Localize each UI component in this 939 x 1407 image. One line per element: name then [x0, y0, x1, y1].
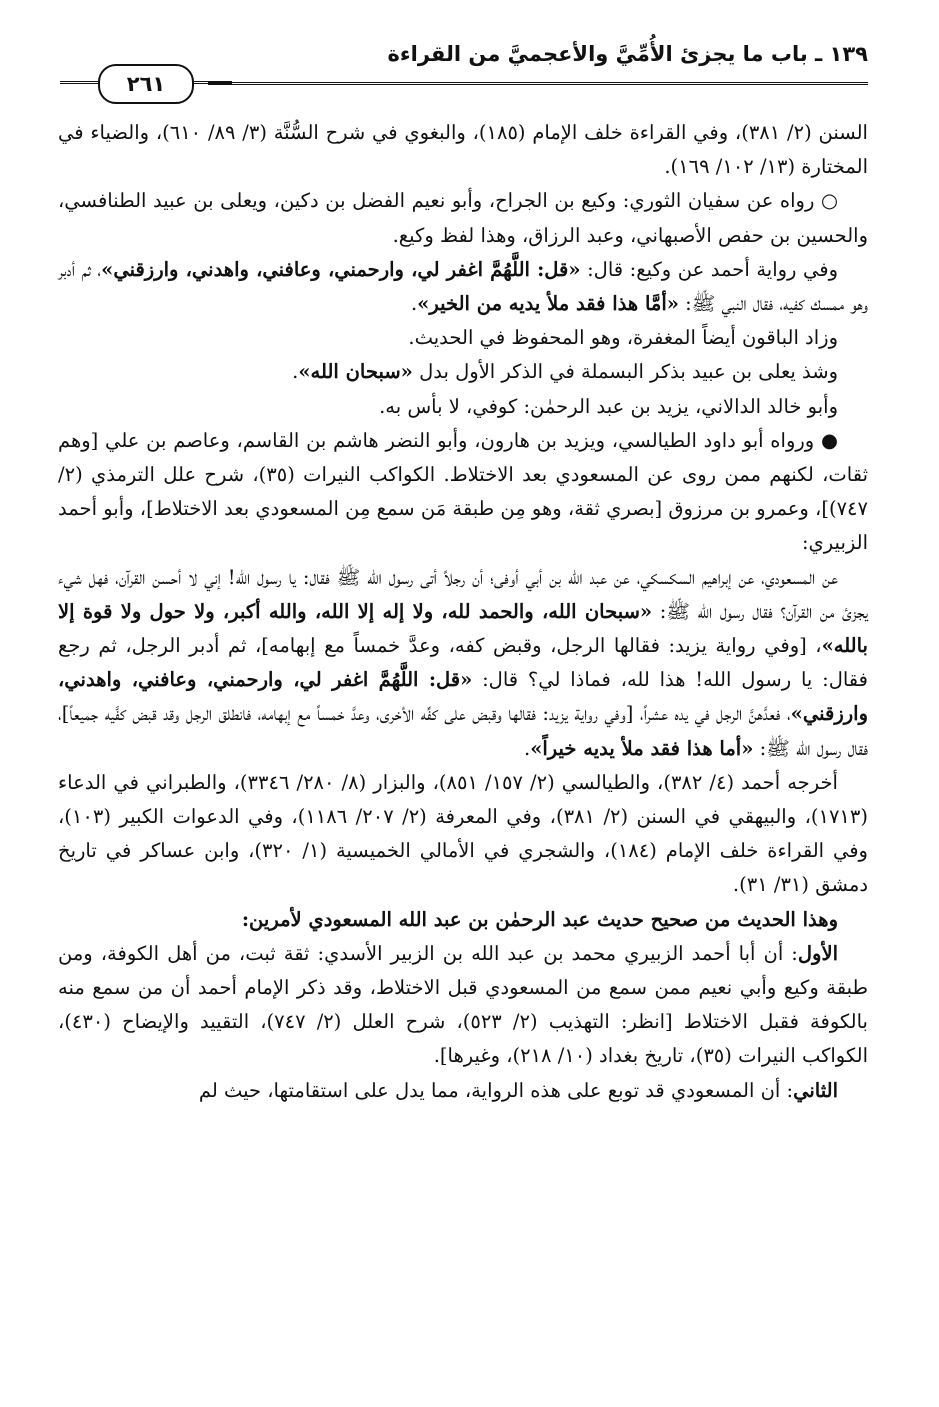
text-run: ، ثم أدبر وهو ممسك كفيه، فقال النبي ﷺ: [58, 257, 868, 316]
page-number: ٢٦١ [126, 72, 166, 96]
paragraph [58, 1074, 868, 1108]
text-run: السنن (٢/ ٣٨١)، وفي القراءة خلف الإمام (١٨٥)، والبغوي في شرح السُّنَّة (٣/ ٨٩/ ٦١٠)، والضياء في المختارة (١٣/ ١٠٢/ ١٦٩). [58, 121, 868, 179]
bold-text: «قل: اللَّهُمَّ اغفر لي، وارحمني، وعافني، واهدني، وارزقني» [101, 257, 581, 281]
bold-text: «قل: اللَّهُمَّ اغفر لي، وارحمني، وعافني، واهدني، وارزقني» [58, 668, 868, 726]
text-run: وزاد الباقون أيضاً المغفرة، وهو المحفوظ في الحديث. [408, 326, 838, 350]
paragraph [58, 424, 868, 561]
body-text [58, 116, 868, 1108]
paragraph [58, 937, 868, 1074]
bold-text: الأول [797, 941, 838, 965]
text-run: عن المسعودي، عن إبراهيم السكسكي، عن عبد الله بن أبي أوفى؛ أن رجلاً أتى رسول الله ﷺ فقال: يا رسول الله! إني لا أحسن القرآن، فهل شيء يجزئ من القرآن؟ فقال رسول الله ﷺ: [58, 565, 868, 623]
paragraph [58, 116, 868, 184]
text-run: ، فعدَّهنَّ الرجل في يده عشراً، [وفي رواية يزيد: فقالها وقبض على كفِّه الأخرى، وعدَّ خمساً مع إبهامه، فانطلق الرجل وقد قبض كفَّيه جميعاً]، فقال رسول الله ﷺ: [58, 702, 868, 760]
text-run: ، [وفي رواية يزيد: فقالها الرجل، وقبض كفه، وعدَّ خمساً مع إبهامه]، ثم أدبر الرجل، ثم رجع فقال: يا رسول الله! هذا لله، فماذا لي؟ قال: [58, 634, 868, 692]
text-run: : أن أبا أحمد الزبيري محمد بن عبد الله بن الزبير الأسدي: ثقة ثبت، من أهل الكوفة، ومن طبقة وكيع وأبي نعيم ممن سمع من المسعودي قبل الاختلاط، وقد ذكر الإمام أحمد أن من سمع منه بالكوفة فقبل الاختلاط [انظر: التهذيب (٢/ ٥٢٣)، شرح العلل (٢/ ٧٤٧)، التقييد والإيضاح (٤٣٠)، الكواكب النيرات (٣٥)، تاريخ بغداد (١٠/ ٢١٨)، وغيرها]. [58, 941, 868, 1068]
paragraph [58, 184, 868, 252]
bold-text: الثاني [793, 1078, 838, 1102]
page-header [58, 30, 868, 96]
paragraph [58, 321, 868, 355]
bold-text: «سبحان الله» [298, 360, 413, 384]
text-run: : أن المسعودي قد توبع على هذه الرواية، مما يدل على استقامتها، حيث لم [198, 1078, 794, 1102]
text-run: وأبو خالد الدالاني، يزيد بن عبد الرحمٰن: كوفي، لا بأس به. [379, 394, 838, 418]
text-run: وفي رواية أحمد عن وكيع: قال: [580, 257, 838, 281]
book-page [58, 30, 868, 1108]
paragraph [58, 355, 868, 389]
bold-text: وهذا الحديث من صحيح حديث عبد الرحمٰن بن عبد الله المسعودي لأمرين: [241, 907, 838, 931]
paragraph [58, 390, 868, 424]
text-run: . [410, 292, 418, 316]
bold-text: «أما هذا فقد ملأ يديه خيراً» [530, 736, 754, 760]
paragraph [58, 253, 868, 321]
page-number-frame [98, 64, 194, 104]
bold-text: «أمَّا هذا فقد ملأ يديه من الخير» [417, 292, 679, 316]
text-run: . [292, 360, 299, 384]
paragraph [58, 561, 868, 766]
bold-text: «سبحان الله، والحمد لله، ولا إله إلا الله، والله أكبر، ولا حول ولا قوة إلا بالله» [58, 599, 868, 658]
paragraph [58, 766, 868, 903]
text-run: وشذ يعلى بن عبيد بذكر البسملة في الذكر الأول بدل [412, 360, 838, 384]
chapter-title: ١٣٩ ـ باب ما يجزئ الأُمِّيَّ والأعجميَّ من القراءة [387, 42, 868, 66]
text-run: . [523, 736, 531, 760]
paragraph [58, 903, 868, 937]
text-run: ○ رواه عن سفيان الثوري: وكيع بن الجراح، وأبو نعيم الفضل بن دكين، ويعلى بن عبيد الطنافسي، والحسين بن حفص الأصبهاني، وعبد الرزاق، وهذا لفظ وكيع. [58, 189, 868, 247]
text-run: أخرجه أحمد (٤/ ٣٨٢)، والطيالسي (٢/ ١٥٧/ ٨٥١)، والبزار (٨/ ٢٨٠/ ٣٣٤٦)، والطبراني في الدعاء (١٧١٣)، والبيهقي في السنن (٢/ ٣٨١)، وفي المعرفة (٢/ ٢٠٧/ ١١٨٦)، وفي الدعوات الكبير (١٠٣)، وفي القراءة خلف الإمام (١٨٤)، والشجري في الأمالي الخميسية (١/ ٣٢٠)، وابن عساكر في تاريخ دمشق (٣١/ ٣١). [58, 770, 868, 897]
header-rule [208, 82, 868, 85]
text-run: ● ورواه أبو داود الطيالسي، ويزيد بن هارون، وأبو النضر هاشم بن القاسم، وعاصم بن علي [وهم ثقات، لكنهم ممن روى عن المسعودي بعد الاختلاط. الكواكب النيرات (٣٥)، شرح علل الترمذي (٢/ ٧٤٧)]، وعمرو بن مرزوق [بصري ثقة، وهو مِن طبقة مَن سمع مِن المسعودي بعد الاختلاط]، وأبو أحمد الزبيري: [58, 428, 868, 555]
